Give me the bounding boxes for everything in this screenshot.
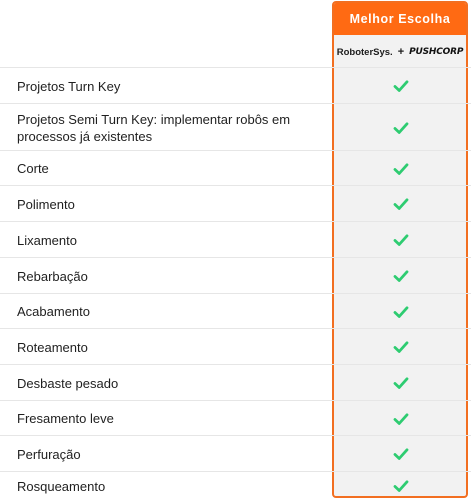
feature-row bbox=[0, 365, 471, 401]
feature-row bbox=[0, 329, 471, 365]
brand-plus: + bbox=[397, 46, 405, 58]
pushcorp-logo: PUSHCORP bbox=[409, 47, 464, 57]
feature-label: Perfuração bbox=[17, 446, 81, 462]
check-icon bbox=[393, 196, 409, 212]
check-icon bbox=[393, 268, 409, 284]
feature-row bbox=[0, 151, 471, 186]
best-choice-label: Melhor Escolha bbox=[349, 12, 451, 26]
feature-label: Corte bbox=[17, 161, 49, 176]
feature-row bbox=[0, 104, 471, 151]
check-icon bbox=[393, 411, 409, 427]
feature-label: Roteamento bbox=[17, 339, 88, 355]
check-icon bbox=[393, 375, 409, 391]
check-icon bbox=[393, 304, 409, 320]
feature-row bbox=[0, 472, 471, 500]
brand-left: RoboterSys. bbox=[336, 46, 393, 58]
feature-row bbox=[0, 436, 471, 472]
feature-row bbox=[0, 68, 471, 104]
check-icon bbox=[393, 120, 409, 136]
check-icon bbox=[393, 478, 409, 494]
feature-label: Rebarbação bbox=[17, 268, 88, 284]
feature-label: Lixamento bbox=[17, 232, 77, 248]
best-choice-header bbox=[334, 3, 466, 35]
feature-label: Projetos Semi Turn Key: implementar robôs em processos já existentes bbox=[17, 111, 291, 144]
check-icon bbox=[393, 339, 409, 355]
feature-row bbox=[0, 258, 471, 294]
feature-label: Desbaste pesado bbox=[17, 375, 119, 391]
check-icon bbox=[393, 446, 409, 462]
feature-label: Acabamento bbox=[17, 304, 90, 319]
feature-label: Fresamento leve bbox=[17, 411, 114, 426]
feature-row bbox=[0, 186, 471, 222]
check-icon bbox=[393, 232, 409, 248]
feature-row bbox=[0, 294, 471, 329]
feature-label: Rosqueamento bbox=[17, 478, 106, 494]
feature-row bbox=[0, 222, 471, 258]
check-icon bbox=[393, 78, 409, 94]
feature-label: Projetos Turn Key bbox=[17, 78, 121, 94]
feature-row bbox=[0, 401, 471, 436]
feature-label: Polimento bbox=[17, 196, 75, 212]
check-icon bbox=[393, 161, 409, 177]
brand-logo bbox=[334, 35, 466, 69]
